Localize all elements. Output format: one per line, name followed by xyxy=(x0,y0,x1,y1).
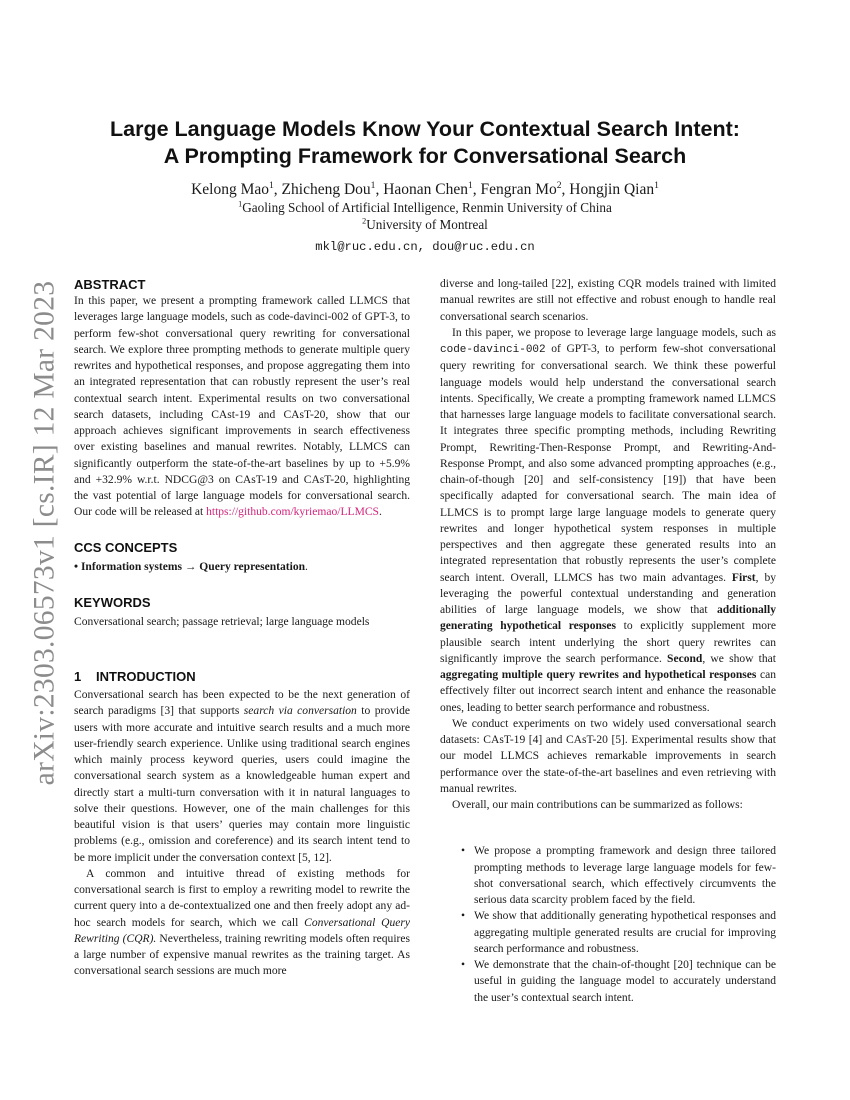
author-affiliation-mark: 2 xyxy=(556,179,562,191)
left-column xyxy=(74,276,410,980)
author-affiliation-mark: 1 xyxy=(468,179,473,191)
author-affiliation-mark: 1 xyxy=(654,179,659,191)
section-number: 1 xyxy=(74,669,82,684)
author: Zhicheng Dou xyxy=(281,181,371,198)
list-item: • We propose a prompting framework and design three tailored prompting methods to leverage large language models for few-shot conversational search, which effectively circumvents the serious data scarcity problem faced by the field. xyxy=(461,845,776,906)
intro-paragraph-4: In this paper, we propose to leverage large language models, such as code-davinci-002 of GPT-3, to perform few-shot conversational query rewriting for conversational search. We think these powerful language models would help understand the conversational search intents. Specifically, We create a prompting framework named LLMCS that harnesses large language models to facilitate conversational search. It integrates three specific prompting methods, including Rewriting Prompt, Rewriting-Then-Response Prompt, and Rewriting-And-Response Prompt, and also some advanced prompting approaches (e.g., chain-of-though [20] and self-consistency [19]) that have been specifically adapted for conversational search. The main idea of LLMCS is to prompt large large language models to generate query rewrites and longer hypothetical system responses in multiple perspectives and then aggregate these generated results into an integrated representation that robustly represents the user’s complete search intent. Overall, LLMCS has two main advantages. First, by leveraging the powerful contextual understanding and generation abilities of large language models, we show that additionally generating hypothetical responses to explicitly supplement more plausible search intent underlying the short query rewrites can significantly improve the search performance. Second, we show that aggregating multiple query rewrites and hypothetical responses can effectively filter out incorrect search intent and enhance the reasonable ones, leading to better search performance and robustness. xyxy=(440,326,776,714)
arxiv-identifier: arXiv:2303.06573v1 [cs.IR] 12 Mar 2023 xyxy=(28,280,61,786)
author: Haonan Chen xyxy=(383,181,468,198)
bullet-icon: • xyxy=(461,845,466,858)
author-affiliation-mark: 1 xyxy=(370,179,376,191)
intro-paragraph-2: A common and intuitive thread of existing methods for conversational search is first to employ a rewriting model to rewrite the current query into a de-contextualized one and then freely adopt any ad-hoc search models for search, which we call Conversational Query Rewriting (CQR). Nevertheless, training rewriting models often requires a large number of expensive manual rewrites as the training target. As conversational search sessions are much more xyxy=(74,867,411,978)
author: Fengran Mo xyxy=(480,181,557,198)
keywords-heading: KEYWORDS xyxy=(74,594,151,610)
ccs-heading: CCS CONCEPTS xyxy=(74,539,178,555)
paper-title xyxy=(75,116,775,170)
title-line-1: Large Language Models Know Your Contextual Search Intent: xyxy=(110,117,740,141)
author-affiliation-mark: 1 xyxy=(269,179,274,191)
author: Hongjin Qian xyxy=(569,181,655,198)
list-item: • We show that additionally generating hypothetical responses and aggregating multiple generated results are crucial for improving search performance and robustness. xyxy=(461,910,776,955)
author: Kelong Mao xyxy=(191,181,269,198)
intro-paragraph-6: Overall, our main contributions can be summarized as follows: xyxy=(452,799,743,811)
ccs-item: • Information systems → Query representation. xyxy=(74,560,308,573)
bullet-icon: • xyxy=(461,959,466,971)
abstract-text: In this paper, we present a prompting framework called LLMCS that leverages large language models, such as code-davinci-002 of GPT-3, to perform few-shot conversational query rewriting for conversational search. We explore three prompting methods to generate multiple query rewrites and hypothetical responses, and propose aggregating them into an integrated representation that can robustly represent the user’s real contextual search intent. Experimental results on two conversational search datasets, including CAst-19 and CAsT-20, show that our approach achieves significant improvements in search effectiveness over existing baselines and manual rewrites. Notably, LLMCS can significantly outperform the state-of-the-art baselines by up to +5.9% and +32.9% w.r.t. NDCG@3 on CAsT-19 and CAsT-20, highlighting the vast potential of large language models for conversational search. Our code will be released at https://github.com/kyriemao/LLMCS. xyxy=(74,295,410,519)
list-item: • We demonstrate that the chain-of-thought [20] technique can be useful in guiding the language model to accurately understand the user’s contextual search intent. xyxy=(461,959,776,1004)
title-line-2: A Prompting Framework for Conversational Search xyxy=(163,144,687,168)
right-column xyxy=(440,276,776,1006)
affiliation-2: $^2$University of Montreal xyxy=(362,216,488,232)
arxiv-stamp xyxy=(22,280,68,786)
intro-heading: 1 INTRODUCTION xyxy=(74,669,196,684)
code-link[interactable]: https://github.com/kyriemao/LLMCS xyxy=(206,506,379,519)
affiliation-1: $^1$Gaoling School of Artificial Intelligence, Renmin University of China xyxy=(238,199,612,215)
intro-paragraph-1: Conversational search has been expected to be the next generation of search paradigms [3] that supports search via conversation to provide users with more accurate and intuitive search results and a much more user-friendly search experience. Unlike using traditional search engines which mainly process keyword queries, users could imagine the conversational search system as a knowledgeable human expert and directly start a multi-turn conversation with it in natural languages to solve their questions. However, one of the main challenges for this beautiful vision is that users’ queries may contain more linguistic problems (e.g., omission and coreference) and its search intent tend to be more implicit under the conversation context [5, 12]. xyxy=(74,689,410,864)
intro-paragraph-3: diverse and long-tailed [22], existing CQR models trained with limited manual rewrites are still not effective and robust enough to handle real conversational search scenarios. xyxy=(440,278,776,323)
author-list: Kelong Mao$^1$, Zhicheng Dou$^1$, Haonan Chen$^1$, Fengran Mo$^2$, Hongjin Qian$^1$ xyxy=(191,179,659,198)
intro-paragraph-5: We conduct experiments on two widely used conversational search datasets: CAsT-19 [4] and CAsT-20 [5]. Experimental results show that our model LLMCS achieves remarkable improvements in search performance over the state-of-the-art baselines and even retrieving with manual rewrites. xyxy=(440,717,776,795)
affiliations xyxy=(75,200,775,233)
keywords-text: Conversational search; passage retrieval; large language models xyxy=(74,615,370,628)
abstract-heading: ABSTRACT xyxy=(74,277,146,292)
contributions-list xyxy=(440,843,776,1006)
author-emails: mkl@ruc.edu.cn, dou@ruc.edu.cn xyxy=(315,240,535,254)
bullet-icon: • xyxy=(461,910,466,923)
